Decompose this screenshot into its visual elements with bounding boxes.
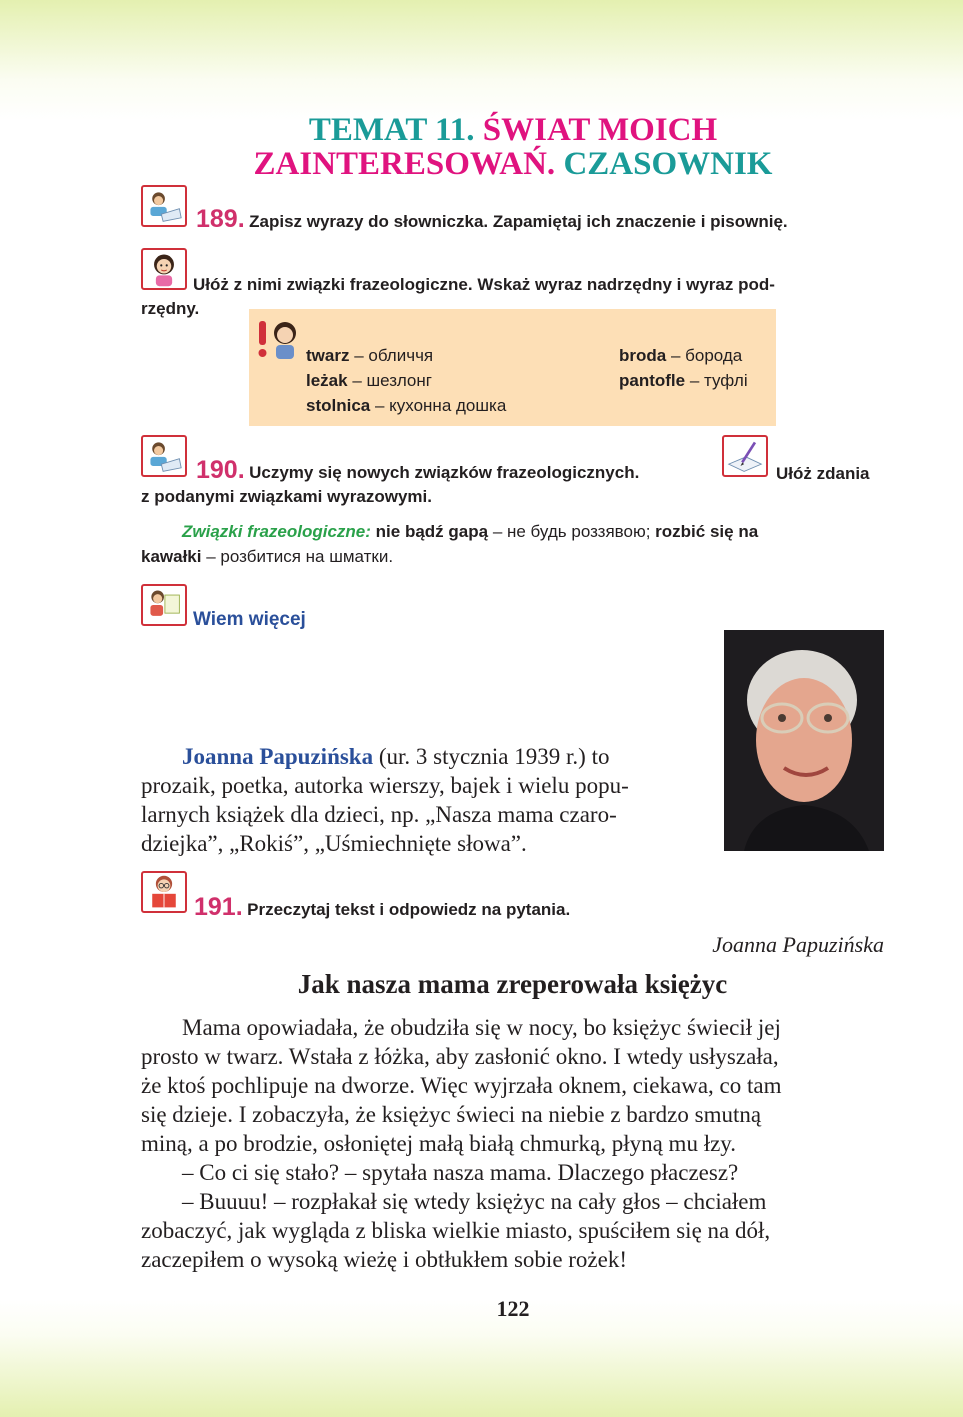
story-line: miną, a po brodzie, osłoniętej małą białą chmurką, płyną mu łzy. [141, 1131, 737, 1156]
title-line1: ŚWIAT MOICH [482, 112, 718, 148]
page-title-line2 [0, 146, 963, 182]
task-189-instruction: Ułóż z nimi związki frazeologiczne. Wskaż wyraz nadrzędny i wyraz pod- [193, 275, 775, 294]
vocab-word: twarz [306, 346, 350, 365]
vocab-translation: – шезлонг [347, 371, 432, 390]
story-author: Joanna Papuzińska [712, 932, 884, 957]
task-190-text: Uczymy się nowych związków frazeologicznych. [249, 463, 640, 482]
write-icon [141, 435, 187, 477]
task-189 [196, 205, 788, 234]
wiem-wiecej-heading: Wiem więcej [193, 609, 306, 630]
title-label: TEMAT 11. [308, 112, 475, 148]
author-photo [724, 630, 884, 851]
task-189-instruction-cont: rzędny. [141, 299, 200, 318]
task-191-text: Przeczytaj tekst i odpowiedz na pytania. [247, 900, 571, 919]
phrases-line2 [141, 547, 393, 567]
phrase-1-ua: – не будь роззявою; [488, 522, 656, 541]
story-line: prosto w twarz. Wstała z łóżka, aby zasłonić okno. I wtedy usłyszała, [141, 1044, 779, 1069]
phrases-label: Związki frazeologiczne: [182, 522, 371, 541]
vocab-item [306, 368, 432, 393]
vocab-translation: – обличчя [349, 346, 434, 365]
bio-line4: dziejka”, „Rokiś”, „Uśmiechnięte słowa”. [141, 831, 527, 856]
reading-child-icon [141, 584, 187, 626]
vocab-translation: – борода [666, 346, 743, 365]
page-number: 122 [496, 1296, 530, 1321]
vocab-translation: – кухонна дошка [370, 396, 507, 415]
write-icon [141, 185, 187, 227]
story-line: się dzieje. I zobaczyła, że księżyc świeci na niebie z bardzo smutną [141, 1102, 762, 1127]
task-190 [196, 456, 639, 485]
bio-line1-text: (ur. 3 stycznia 1939 r.) to [373, 744, 610, 769]
task-191 [194, 893, 570, 922]
task-190-text-line2: z podanymi związkami wyrazowymi. [141, 487, 432, 506]
task-190-text-b: Ułóż zdania [776, 464, 870, 483]
phrase-2-pl: rozbić się na [655, 522, 759, 541]
bio-line1 [182, 742, 609, 771]
story-line: zobaczyć, jak wygląda z bliska wielkie miasto, spuściłem się na dół, [141, 1218, 771, 1243]
author-name: Joanna Papuzińska [182, 744, 374, 769]
vocab-translation: – туфлі [685, 371, 748, 390]
bio-line3: larnych książek dla dzieci, np. „Nasza mama czaro- [141, 802, 617, 827]
vocab-word: broda [619, 346, 667, 365]
phrase-2-ua: – розбитися на шматки. [201, 547, 394, 566]
vocab-item [306, 393, 506, 418]
story-line: zaczepiłem o wysoką wieżę i obtłukłem sobie rożek! [141, 1247, 628, 1272]
title-line2-part1: ZAINTERESOWAŃ. [253, 146, 556, 182]
story-line: Mama opowiadała, że obudziła się w nocy, bo księżyc świecił jej [182, 1015, 781, 1040]
bio-line2: prozaik, poetka, autorka wierszy, bajek i wielu popu- [141, 773, 629, 798]
vocab-word: leżak [306, 371, 348, 390]
exclamation-girl-icon [255, 317, 301, 363]
title-line2-part2: CZASOWNIK [563, 146, 773, 182]
vocab-word: stolnica [306, 396, 371, 415]
page-title [0, 112, 963, 148]
task-190-number: 190. [196, 456, 245, 484]
vocab-item [619, 343, 742, 368]
task-189-number: 189. [196, 205, 245, 233]
pen-notebook-icon [722, 435, 768, 477]
task-189-text: Zapisz wyrazy do słowniczka. Zapamiętaj ich znaczenie i pisownię. [249, 212, 788, 231]
vocab-item [619, 368, 748, 393]
story-line: – Buuuu! – rozpłakał się wtedy księżyc na cały głos – chciałem [182, 1189, 767, 1214]
story-line: – Co ci się stało? – spytała nasza mama. Dlaczego płaczesz? [182, 1160, 739, 1185]
story-title: Jak nasza mama zreperowała księżyc [297, 969, 728, 999]
story-line: że ktoś pochlipuje na dworze. Więc wyjrzała oknem, ciekawa, co tam [141, 1073, 782, 1098]
phrase-1-pl: nie bądź gapą [375, 522, 489, 541]
vocab-item [306, 343, 433, 368]
phrases-line1 [182, 522, 758, 542]
phrase-2-pl-cont: kawałki [141, 547, 202, 566]
task-191-number: 191. [194, 893, 243, 921]
vocabulary-box [249, 309, 776, 426]
vocab-word: pantofle [619, 371, 686, 390]
boy-reading-icon [141, 871, 187, 913]
girl-icon [141, 248, 187, 290]
